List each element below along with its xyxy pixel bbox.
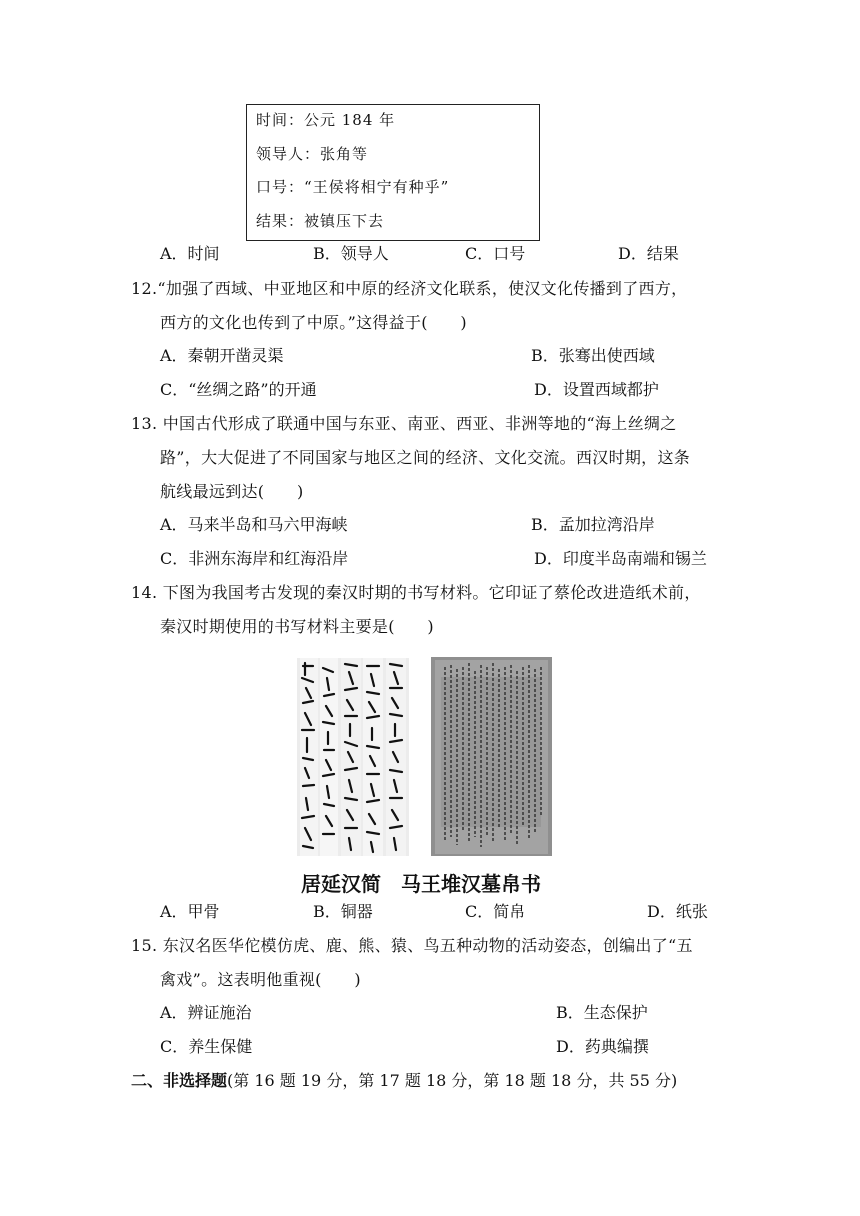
- info-result: 结果：被镇压下去: [256, 212, 385, 230]
- q15-stem-line1: 15. 东汉名医华佗模仿虎、鹿、熊、猿、鸟五种动物的活动姿态，创编出了“五: [131, 936, 693, 955]
- info-leader: 领导人：张角等: [256, 145, 369, 163]
- q13-stem-line2: 路”，大大促进了不同国家与地区之间的经济、文化交流。西汉时期，这条: [160, 448, 691, 467]
- q12-option-a[interactable]: A．秦朝开凿灵渠: [160, 346, 284, 365]
- q12-stem-line2: 西方的文化也传到了中原。”这得益于( ): [160, 313, 467, 332]
- q15-option-c[interactable]: C．养生保健: [160, 1037, 253, 1056]
- q13-option-a[interactable]: A．马来半岛和马六甲海峡: [160, 515, 348, 534]
- q15-option-b[interactable]: B．生态保护: [556, 1003, 648, 1022]
- q15-option-a[interactable]: A．辨证施治: [160, 1003, 252, 1022]
- q12-option-b[interactable]: B．张骞出使西域: [531, 346, 655, 365]
- juyan-bamboo-slips-image: [297, 658, 409, 856]
- q12-option-d[interactable]: D．设置西域都护: [534, 380, 659, 399]
- q13-stem-line3: 航线最远到达( ): [160, 482, 304, 501]
- info-time: 时间：公元 184 年: [256, 111, 396, 129]
- section2-title: 二、非选择题: [131, 1071, 228, 1090]
- q14-stem-line1: 14. 下图为我国考古发现的秦汉时期的书写材料。它印证了蔡伦改进造纸术前，: [131, 583, 701, 602]
- q14-option-d[interactable]: D．纸张: [647, 902, 708, 921]
- q14-option-c[interactable]: C．简帛: [465, 902, 526, 921]
- q11-option-d[interactable]: D．结果: [618, 244, 679, 263]
- q12-option-c[interactable]: C．“丝绸之路”的开通: [160, 380, 317, 399]
- section2-note: (第 16 题 19 分，第 17 题 18 分，第 18 题 18 分，共 55 分): [227, 1071, 678, 1090]
- q13-option-d[interactable]: D．印度半岛南端和锡兰: [534, 549, 707, 568]
- q12-stem-line1: 12.“加强了西域、中亚地区和中原的经济文化联系，使汉文化传播到了西方，: [131, 279, 688, 298]
- q11-option-a[interactable]: A．时间: [160, 244, 220, 263]
- q14-option-a[interactable]: A．甲骨: [160, 902, 220, 921]
- section2-heading: [131, 1071, 677, 1091]
- q13-option-c[interactable]: C．非洲东海岸和红海沿岸: [160, 549, 349, 568]
- q15-option-d[interactable]: D．药典编撰: [556, 1037, 649, 1056]
- q14-option-b[interactable]: B．铜器: [313, 902, 373, 921]
- q14-stem-line2: 秦汉时期使用的书写材料主要是( ): [160, 617, 434, 636]
- mawangdui-silk-manuscript-image: [431, 657, 552, 856]
- q15-stem-line2: 禽戏”。这表明他重视( ): [160, 970, 361, 989]
- q11-option-c[interactable]: C．口号: [465, 244, 526, 263]
- q11-option-b[interactable]: B．领导人: [313, 244, 389, 263]
- info-box: [246, 104, 540, 241]
- figure-caption: 居延汉简 马王堆汉墓帛书: [301, 872, 541, 896]
- info-slogan: 口号：“王侯将相宁有种乎”: [256, 178, 450, 196]
- q13-option-b[interactable]: B．孟加拉湾沿岸: [531, 515, 655, 534]
- q13-stem-line1: 13. 中国古代形成了联通中国与东亚、南亚、西亚、非洲等地的“海上丝绸之: [131, 414, 677, 433]
